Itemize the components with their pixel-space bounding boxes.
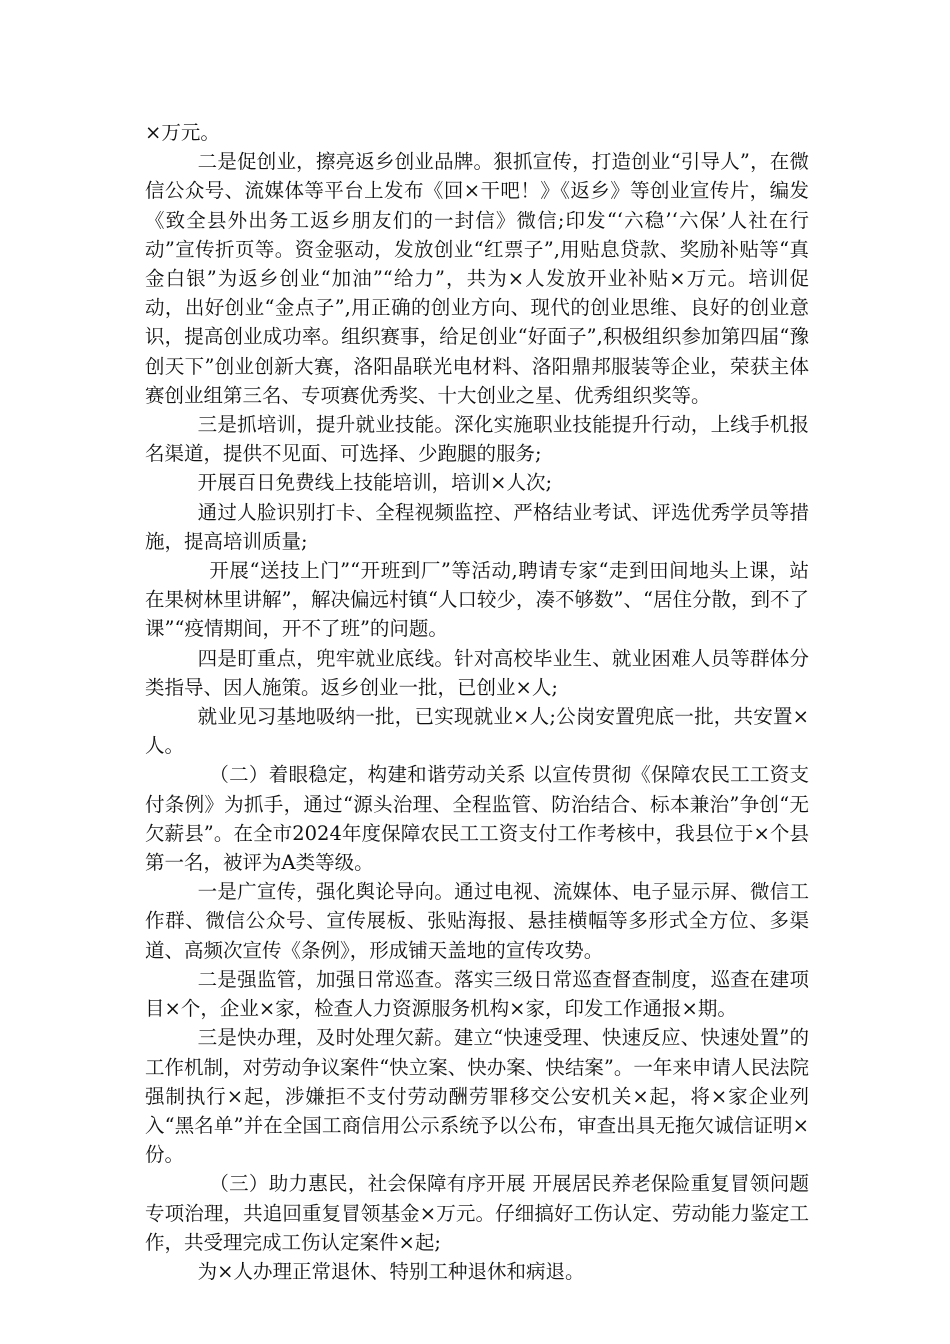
paragraph-9: （二）着眼稳定，构建和谐劳动关系 以宣传贯彻《保障农民工工资支付条例》为抓手，通过“源头治理、全程监管、防治结合、标本兼治”争创“无欠薪县”。在全市2024年度保障农民工工资支付工作考核中，我县位于×个县第一名，被评为A类等级。 — [145, 763, 809, 875]
paragraph-14: 为×人办理正常退休、特别工种退休和病退。 — [197, 1259, 585, 1283]
document-page — [145, 118, 809, 1286]
paragraph-11: 二是强监管，加强日常巡查。落实三级日常巡查督查制度，巡查在建项目×个，企业×家，检查人力资源服务机构×家，印发工作通报×期。 — [145, 967, 809, 1021]
paragraph-4: 开展百日免费线上技能培训，培训×人次; — [197, 471, 553, 495]
paragraph-8: 就业见习基地吸纳一批，已实现就业×人;公岗安置兜底一批，共安置×人。 — [145, 705, 809, 758]
paragraph-2: 二是促创业，擦亮返乡创业品牌。狠抓宣传，打造创业“引导人”，在微信公众号、流媒体等平台上发布《回×干吧！》《返乡》等创业宣传片，编发《致全县外出务工返乡朋友们的一封信》微信;印发“‘六稳’‘六保’人社在行动”宣传折页等。资金驱动，发放创业“红票子”,用贴息贷款、奖励补贴等“真金白银”为返乡创业“加油”“给力”，共为×人发放开业补贴×万元。培训促动，出好创业“金点子”,用正确的创业方向、现代的创业思维、良好的创业意识，提高创业成功率。组织赛事，给足创业“好面子”,积极组织参加第四届“豫创天下”创业创新大赛，洛阳晶联光电材料、洛阳鼎邦服装等企业，荣获主体赛创业组第三名、专项赛优秀奖、十大创业之星、优秀组织奖等。 — [145, 150, 809, 407]
paragraph-3: 三是抓培训，提升就业技能。深化实施职业技能提升行动，上线手机报名渠道，提供不见面、可选择、少跑腿的服务; — [145, 413, 809, 466]
paragraph-12: 三是快办理，及时处理欠薪。建立“快速受理、快速反应、快速处置”的工作机制，对劳动争议案件“快立案、快办案、快结案”。一年来申请人民法院强制执行×起，涉嫌拒不支付劳动酬劳罪移交公安机关×起，将×家企业列入“黑名单”并在全国工商信用公示系统予以公布，审查出具无拖欠诚信证明×份。 — [145, 1026, 809, 1167]
paragraph-6: 开展“送技上门”“开班到厂”等活动,聘请专家“走到田间地头上课，站在果树林里讲解”，解决偏远村镇“人口较少，凑不够数”、“居住分散，到不了课”“疫情期间，开不了班”的问题。 — [145, 559, 809, 641]
paragraph-7: 四是盯重点，兜牢就业底线。针对高校毕业生、就业困难人员等群体分类指导、因人施策。返乡创业一批，已创业×人; — [145, 646, 809, 699]
paragraph-5: 通过人脸识别打卡、全程视频监控、严格结业考试、评选优秀学员等措施，提高培训质量; — [145, 500, 809, 553]
paragraph-10: 一是广宣传，强化舆论导向。通过电视、流媒体、电子显示屏、微信工作群、微信公众号、宣传展板、张贴海报、悬挂横幅等多形式全方位、多渠道、高频次宣传《条例》，形成铺天盖地的宣传攻势。 — [145, 880, 809, 962]
paragraph-13: （三）助力惠民，社会保障有序开展 开展居民养老保险重复冒领问题专项治理，共追回重复冒领基金×万元。仔细搞好工伤认定、劳动能力鉴定工作，共受理完成工伤认定案件×起; — [145, 1172, 809, 1254]
paragraph-1: ×万元。 — [145, 121, 220, 144]
